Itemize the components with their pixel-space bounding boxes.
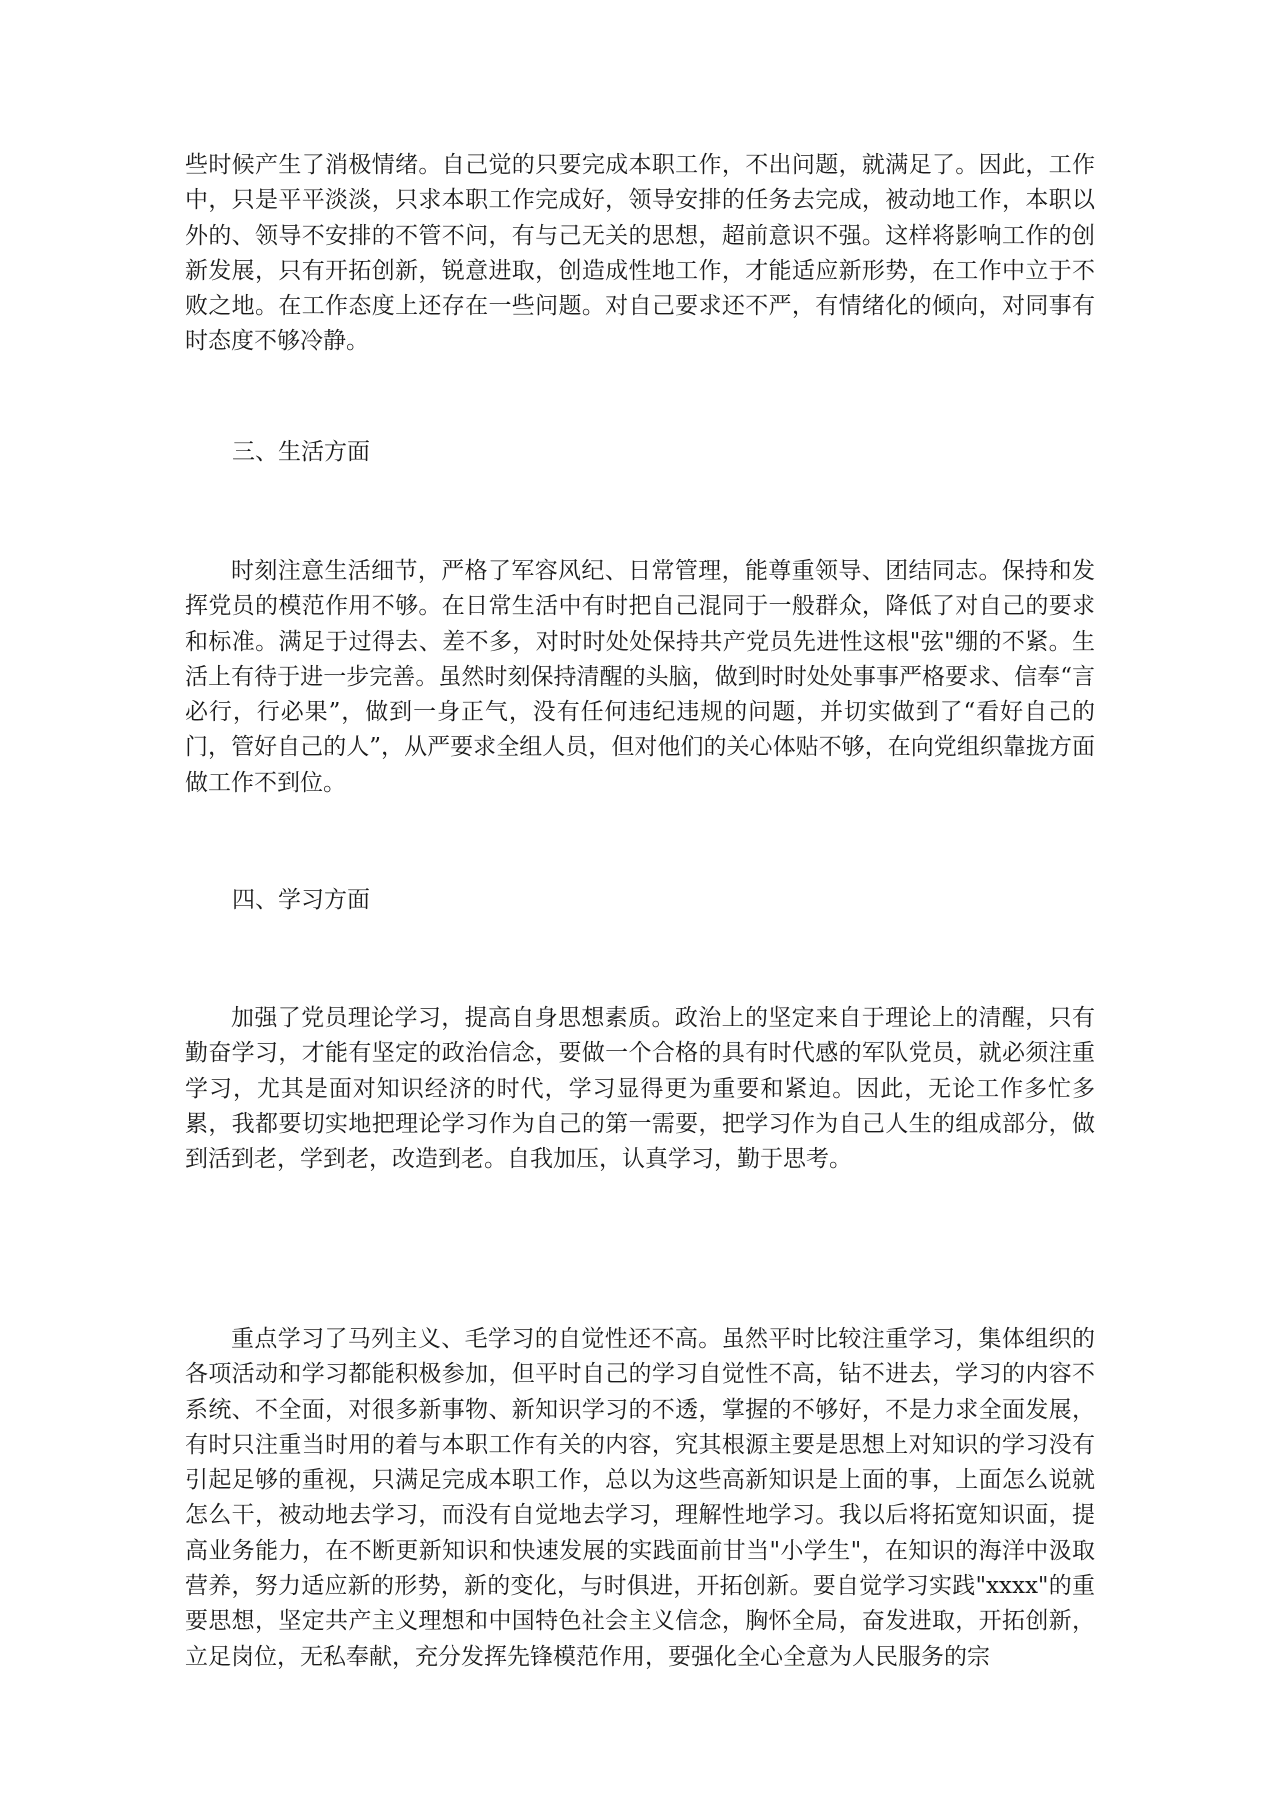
paragraph-life: 时刻注意生活细节，严格了军容风纪、日常管理，能尊重领导、团结同志。保持和发挥党员的模范作用不够。在日常生活中有时把自己混同于一般群众，降低了对自己的要求和标准。满足于过得去、差不多，对时时处处保持共产党员先进性这根"弦"绷的不紧。生活上有待于进一步完善。虽然时刻保持清醒的头脑，做到时时处处事事严格要求、信奉“言必行，行必果”，做到一身正气，没有任何违纪违规的问题，并切实做到了“看好自己的门，管好自己的人”，从严要求全组人员，但对他们的关心体贴不够，在向党组织靠拢方面做工作不到位。 [185, 558, 1095, 796]
section-heading-study: 四、学习方面 [232, 887, 370, 913]
section-heading-life: 三、生活方面 [232, 439, 370, 465]
paragraph-study-theory: 加强了党员理论学习，提高自身思想素质。政治上的坚定来自于理论上的清醒，只有勤奋学习，才能有坚定的政治信念，要做一个合格的具有时代感的军队党员，就必须注重学习，尤其是面对知识经济的时代，学习显得更为重要和紧迫。因此，无论工作多忙多累，我都要切实地把理论学习作为自己的第一需要，把学习作为自己人生的组成部分，做到活到老，学到老，改造到老。自我加压，认真学习，勤于思考。 [185, 1005, 1095, 1173]
paragraph-work-attitude: 些时候产生了消极情绪。自己觉的只要完成本职工作，不出问题，就满足了。因此，工作中，只是平平淡淡，只求本职工作完成好，领导安排的任务去完成，被动地工作，本职以外的、领导不安排的不管不问，有与己无关的思想，超前意识不强。这样将影响工作的创新发展，只有开拓创新，锐意进取，创造成性地工作，才能适应新形势，在工作中立于不败之地。在工作态度上还存在一些问题。对自己要求还不严，有情绪化的倾向，对同事有时态度不够冷静。 [185, 152, 1095, 355]
paragraph-study-self-awareness: 重点学习了马列主义、毛学习的自觉性还不高。虽然平时比较注重学习，集体组织的各项活动和学习都能积极参加，但平时自己的学习自觉性不高，钻不进去，学习的内容不系统、不全面，对很多新事物、新知识学习的不透，掌握的不够好，不是力求全面发展，有时只注重当时用的着与本职工作有关的内容，究其根源主要是思想上对知识的学习没有引起足够的重视，只满足完成本职工作，总以为这些高新知识是上面的事，上面怎么说就怎么干，被动地去学习，而没有自觉地去学习，理解性地学习。我以后将拓宽知识面，提高业务能力，在不断更新知识和快速发展的实践面前甘当"小学生"，在知识的海洋中汲取营养，努力适应新的形势，新的变化，与时俱进，开拓创新。要自觉学习实践"xxxx"的重要思想，坚定共产主义理想和中国特色社会主义信念，胸怀全局，奋发进取，开拓创新，立足岗位，无私奉献，充分发挥先锋模范作用，要强化全心全意为人民服务的宗 [185, 1326, 1095, 1670]
